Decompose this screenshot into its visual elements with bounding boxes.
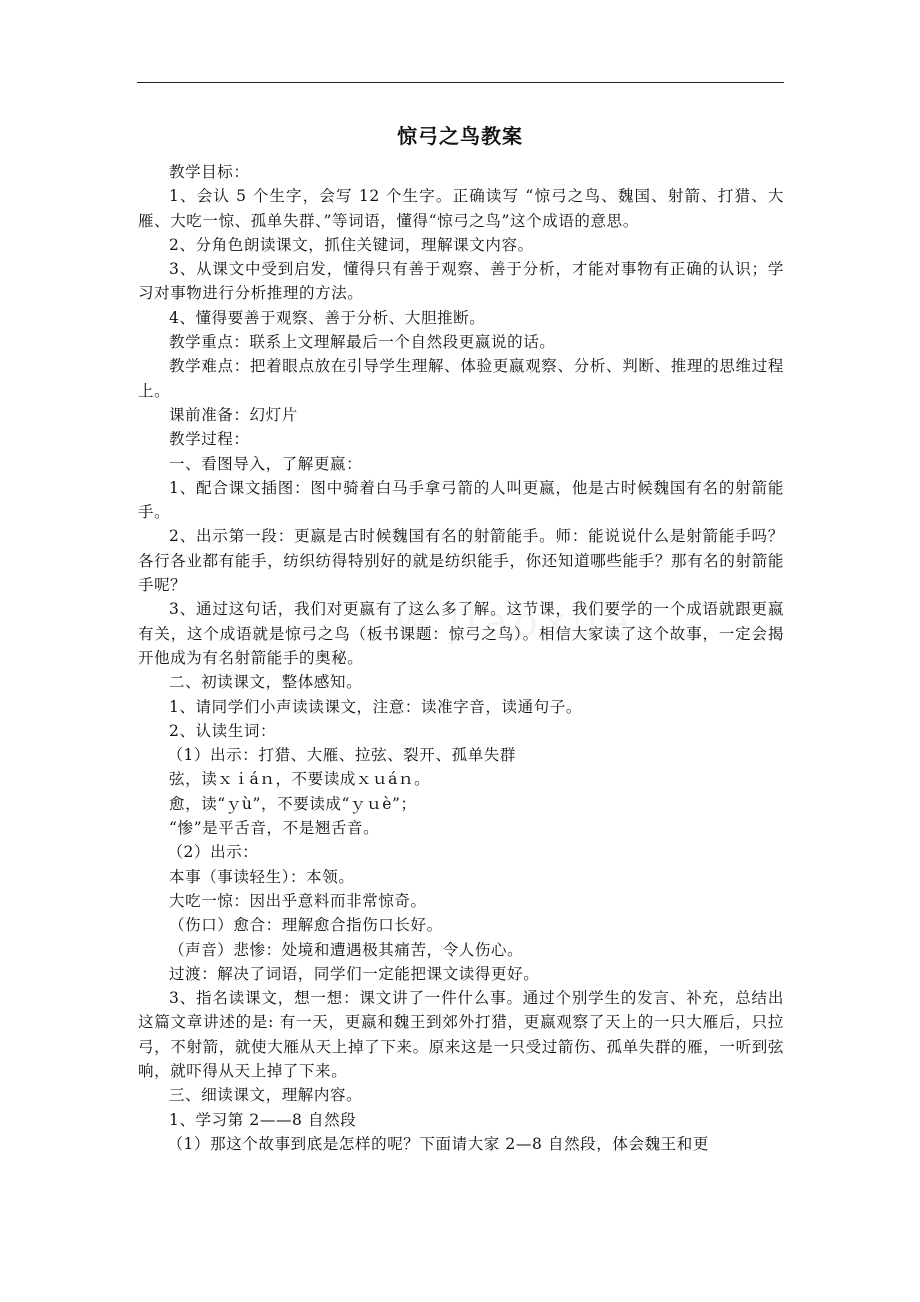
paragraph: 教学重点：联系上文理解最后一个自然段更嬴说的话。 <box>169 333 556 352</box>
paragraph: （1）出示：打猎、大雁、拉弦、裂开、孤单失群 <box>167 746 517 765</box>
document-title: 惊弓之鸟教案 <box>397 124 523 148</box>
paragraph: 3、指名读课文，想一想：课文讲了一件什么事。通过个别学生的发言、补充，总结出这篇文章讲述的是: 有一天，更嬴和魏王到郊外打猎，更嬴观察了天上的一只大雁后，只拉弓，不射箭，就使大雁从天上掉了下来。原来这是一只受过箭伤、孤单失群的雁，一听到弦响，就吓得从天上掉了下来。 <box>138 989 784 1080</box>
paragraph: 1、会认 5 个生字，会写 12 个生字。正确读写 “惊弓之鸟、魏国、射箭、打猎、大雁、大吃一惊、孤单失群、”等词语，懂得“惊弓之鸟”这个成语的意思。 <box>138 187 784 230</box>
paragraph: 教学过程： <box>169 430 250 449</box>
paragraph: 愈，读“ｙù”，不要读成“ｙｕè”； <box>169 794 417 813</box>
paragraph: 3、通过这句话，我们对更嬴有了这么多了解。这节课，我们要学的一个成语就跟更嬴有关，这个成语就是惊弓之鸟（板书课题：惊弓之鸟）。相信大家读了这个故事，一定会揭开他成为有名射箭能手的奥秘。 <box>138 600 784 667</box>
paragraph: 过渡：解决了词语，同学们一定能把课文读得更好。 <box>169 964 540 983</box>
paragraph: 三、细读课文，理解内容。 <box>169 1086 363 1105</box>
paragraph: 大吃一惊：因出乎意料而非常惊奇。 <box>169 891 427 910</box>
paragraph: 弦，读ｘｉáｎ，不要读成ｘｕáｎ。 <box>169 770 431 789</box>
header-rule <box>137 82 784 83</box>
paragraph: 一、看图导入，了解更嬴： <box>169 454 363 473</box>
paragraph: 2、出示第一段：更嬴是古时候魏国有名的射箭能手。师：能说说什么是射箭能手吗？各行各业都有能手，纺织纺得特别好的就是纺织能手，你还知道哪些能手？那有名的射箭能手呢？ <box>138 527 784 595</box>
paragraph: （声音）悲惨：处境和遭遇极其痛苦，令人伤心。 <box>169 940 524 959</box>
paragraph: 2、认读生词： <box>169 721 277 740</box>
paragraph: 本事（事读轻生）：本领。 <box>169 867 355 886</box>
paragraph: 4、懂得要善于观察、善于分析、大胆推断。 <box>169 308 486 327</box>
paragraph: 二、初读课文，整体感知。 <box>169 673 363 692</box>
paragraph: （2）出示： <box>167 843 259 862</box>
paragraph: 1、配合课文插图：图中骑着白马手拿弓箭的人叫更嬴，他是古时候魏国有名的射箭能手。 <box>138 478 784 522</box>
paragraph: （伤口）愈合：理解愈合指伤口长好。 <box>169 916 443 935</box>
paragraph: 教学目标： <box>169 163 250 181</box>
paragraph: 教学难点：把着眼点放在引导学生理解、体验更嬴观察、分析、判断、推理的思维过程上。 <box>138 357 784 400</box>
paragraph: “惨”是平舌音，不是翘舌音。 <box>169 819 380 838</box>
paragraph: 1、请同学们小声读读课文，注意：读准字音，读通句子。 <box>169 697 582 716</box>
document-body <box>138 160 784 1156</box>
paragraph: 课前准备：幻灯片 <box>169 405 298 424</box>
paragraph: 1、学习第 2——8 自然段 <box>169 1110 357 1129</box>
paragraph: 3、从课文中受到启发，懂得只有善于观察、善于分析，才能对事物有正确的认识；学习对事物进行分析推理的方法。 <box>138 260 784 303</box>
paragraph: （1）那这个故事到底是怎样的呢？下面请大家 2—8 自然段，体会魏王和更 <box>167 1134 709 1153</box>
paragraph: 2、分角色朗读课文，抓住关键词，理解课文内容。 <box>169 235 534 254</box>
